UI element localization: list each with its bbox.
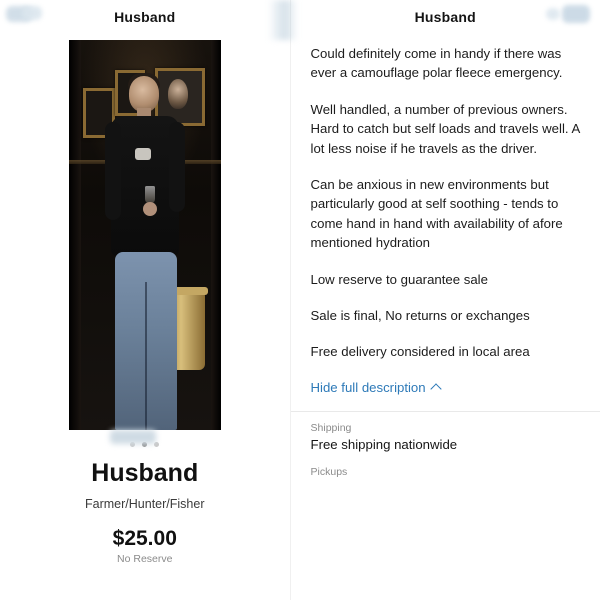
reserve-status: No Reserve: [117, 553, 173, 565]
blurred-ui-chip-right: [562, 5, 590, 23]
listing-media-pane: [0, 0, 290, 600]
hide-full-description-label: Hide full description: [310, 379, 426, 395]
product-price: $25.00: [112, 527, 177, 550]
person-head: [129, 76, 159, 112]
blurred-overlay-strip: [110, 430, 156, 444]
shipping-field: [291, 412, 600, 452]
product-title: Husband: [91, 459, 199, 487]
description-paragraph: Could definitely come in handy if there was ever a camouflage polar fleece emergency.: [310, 46, 563, 81]
shipping-value: Free shipping nationwide: [310, 436, 458, 452]
pane-divider-blur: [268, 0, 298, 40]
person-figure: [99, 76, 191, 430]
product-photo-backdrop: [69, 40, 221, 430]
description-paragraph: Can be anxious in new environments but particularly good at self soothing - tends to come hand in hand with availability of afore mentioned hydration: [310, 177, 563, 251]
description-paragraph: Well handled, a number of previous owners. Hard to catch but self loads and travels well. A lot less noise if he travels as the driver.: [310, 101, 580, 156]
chevron-up-icon: [430, 384, 441, 395]
product-subtitle: Farmer/Hunter/Fisher: [85, 497, 205, 511]
right-header-bar: [291, 0, 600, 34]
blurred-ui-chip-left-secondary: [22, 6, 42, 20]
product-image[interactable]: [69, 40, 221, 430]
description-paragraph: Sale is final, No returns or exchanges: [310, 308, 530, 324]
hide-full-description-link[interactable]: [311, 380, 440, 395]
person-hand: [143, 202, 157, 216]
person-arm-left: [105, 122, 121, 220]
right-page-title: Husband: [414, 9, 476, 25]
photo-edge-shadow-left: [69, 40, 81, 430]
shipping-label: Shipping: [310, 421, 352, 434]
left-header-bar: [0, 0, 290, 34]
blurred-ui-chip-right-secondary: [546, 8, 560, 20]
pickups-label: Pickups: [310, 465, 348, 478]
left-page-title: Husband: [114, 9, 176, 25]
description-paragraph: Free delivery considered in local area: [310, 344, 530, 360]
description-body: [291, 34, 600, 362]
tshirt-logo: [135, 148, 151, 160]
person-arm-right: [169, 122, 185, 212]
photo-edge-shadow-right: [211, 40, 221, 430]
person-jeans: [115, 252, 177, 430]
carousel-dot-3[interactable]: [154, 442, 159, 447]
description-paragraph: Low reserve to guarantee sale: [310, 271, 488, 287]
listing-details-pane: [290, 0, 600, 600]
